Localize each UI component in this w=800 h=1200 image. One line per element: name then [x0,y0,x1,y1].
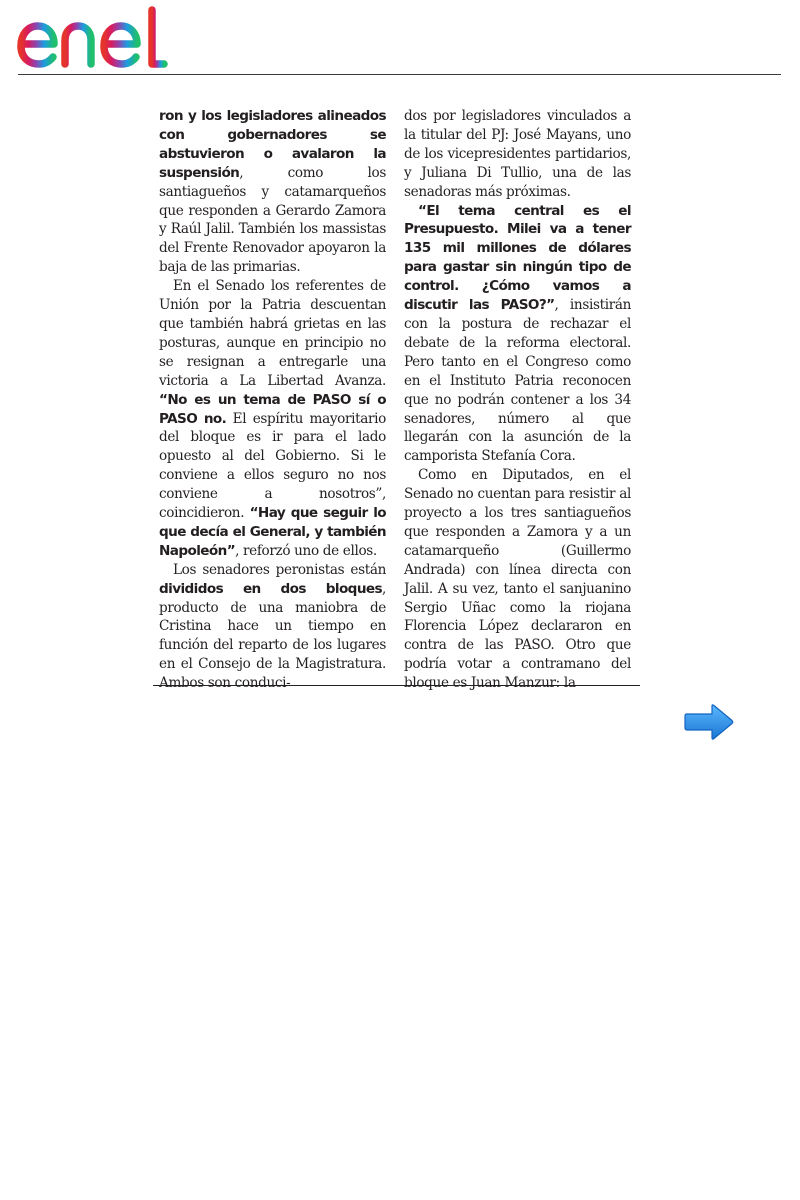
highlighted-quote: divididos en dos bloques [159,580,383,597]
article-paragraph [159,561,386,693]
right-arrow-icon[interactable] [682,703,734,741]
article-paragraph [404,202,631,467]
highlighted-quote: “No es un tema de PASO sí o PASO no. [159,391,386,427]
article-column-left [159,107,386,693]
body-text: , como los santiagueños y catamarqueños que responden a Gerardo Zamora y Raúl Jalil. También los massistas del Frente Renovador apoyaron la baja de las primarias. [159,164,386,276]
highlighted-quote: “Hay que seguir lo que decía el General, y también Napoleón” [159,505,386,559]
article-paragraph [404,466,631,693]
article-paragraph [159,107,386,277]
body-text: , reforzó uno de ellos. [235,542,377,559]
body-text: , producto de una maniobra de Cristina hace un tiempo en función del reparto de los lugares en el Consejo de la Magistratura. Ambos son conduci- [159,580,386,692]
highlighted-quote: “El tema central es el Presupuesto. Milei va a tener 135 mil millones de dólares para gastar sin ningún tipo de control. ¿Cómo vamos a discutir las PASO?” [404,202,631,314]
body-text: El espíritu mayoritario del bloque es ir para el lado opuesto al del Gobierno. Si le conviene a ellos seguro no nos conviene a nosotros”, coincidieron. [159,410,386,522]
body-text: , insistirán con la postura de rechazar el debate de la reforma electoral. Pero tanto en el Congreso como en el Instituto Patria reconocen que no podrán contener a los 34 senadores, número al que llegarán con la asunción de la camporista Stefanía Cora. [404,297,631,465]
body-text: En el Senado los referentes de Unión por la Patria descuentan que también habrá grietas en las posturas, aunque en principio no se resignan a entregarle una victoria a La Libertad Avanza. [159,278,386,389]
body-text: dos por legisladores vinculados a la titular del PJ: José Mayans, uno de los vicepresidentes partidarios, y Juliana Di Tullio, una de las senadoras más próximas. [404,108,631,200]
body-text: Los senadores peronistas están [173,561,386,578]
article-column-right [404,107,631,693]
article-clipping [153,100,641,692]
header-divider [18,74,781,75]
body-text: Como en Diputados, en el Senado no cuentan para resistir al proyecto a los tres santiagueños que responden a Zamora y a un catamarqueño (Guillermo Andrada) con línea directa con Jalil. A su vez, tanto el sanjuanino Sergio Uñac como la riojana Florencia López declararon en contra de las PASO. Otro que podría votar a contramano del bloque es Juan Manzur: la [404,467,631,692]
enel-logo [14,6,174,70]
clipping-divider [153,685,640,686]
highlighted-quote: ron y los legisladores alineados con gobernadores se abstuvieron o avalaron la suspensión [159,108,386,181]
article-paragraph [404,107,631,202]
article-paragraph [159,277,386,561]
